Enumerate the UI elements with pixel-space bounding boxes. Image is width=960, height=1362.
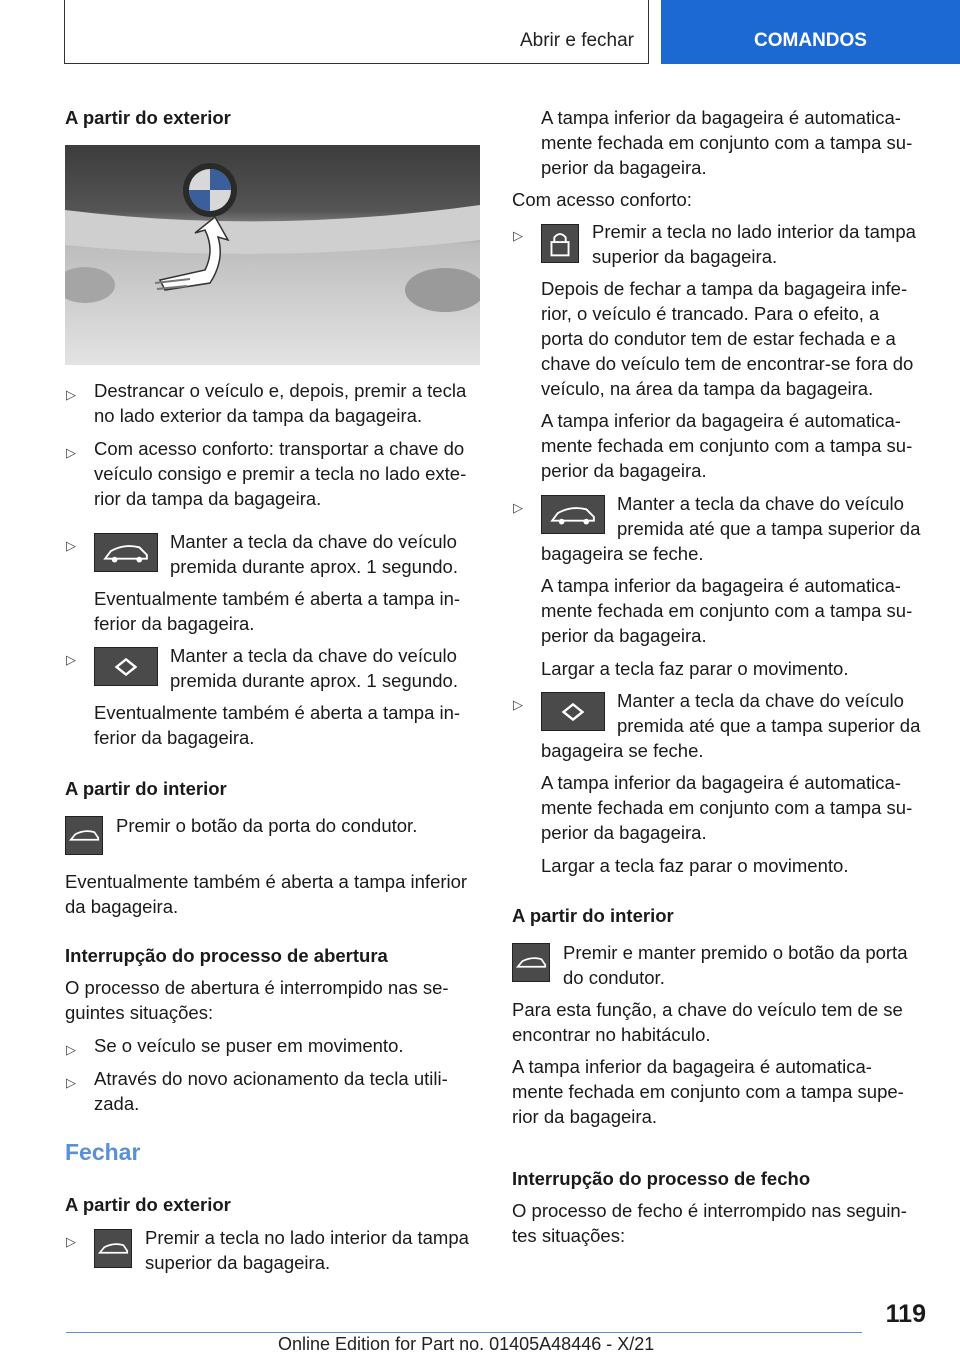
hold-close-line1: Manter a tecla da chave do veículo	[617, 493, 904, 514]
lock-note-line2: rior, o veículo é trancado. Para o efeito, a	[541, 303, 880, 324]
bullet-marker: ▷	[66, 1234, 76, 1249]
door-trunk-button-icon	[65, 816, 103, 855]
hold-close2-line2: premida até que a tampa superior da	[617, 715, 921, 736]
lock-icon	[541, 224, 579, 263]
close-press-line1: Premir a tecla no lado interior da tampa	[145, 1227, 469, 1248]
lock-note-line3: porta do condutor tem de estar fechada e a	[541, 328, 896, 349]
close-press-line2: superior da bagageira.	[145, 1252, 331, 1273]
interruption-line1: O processo de abertura é interrompido nas se-	[65, 977, 449, 998]
note2-line2: ferior da bagageira.	[94, 727, 255, 748]
lock-note-line1: Depois de fechar a tampa da bagageira infe-	[541, 278, 908, 299]
page-number: 119	[885, 1300, 926, 1328]
hold-close-line3: bagageira se feche.	[541, 543, 704, 564]
trunk-diamond-key-icon	[541, 692, 605, 731]
bullet-comfort-line3: rior da tampa da bagageira.	[94, 488, 322, 509]
auto-close2-line2: mente fechada em conjunto com a tampa su-	[541, 435, 913, 456]
auto-close5-line3: rior da bagageira.	[512, 1106, 658, 1127]
auto-close-line2: mente fechada em conjunto com a tampa su-	[541, 132, 913, 153]
lock-note-line5: veículo, na área da tampa da bagageira.	[541, 378, 874, 399]
bullet-marker: ▷	[66, 445, 76, 460]
auto-close5-line1: A tampa inferior da bagageira é automatica-	[512, 1056, 872, 1077]
bullet-marker: ▷	[66, 652, 76, 667]
header-section-title: Abrir e fechar	[519, 30, 634, 51]
release-stops-2: Largar a tecla faz parar o movimento.	[541, 855, 849, 876]
bullet-marker: ▷	[66, 1075, 76, 1090]
door-trunk-button-icon	[512, 943, 550, 982]
header-chapter-tab: COMANDOS	[661, 0, 960, 64]
bullet-hold-line1: Manter a tecla da chave do veículo	[170, 531, 457, 552]
interior-hold-line2: do condutor.	[563, 967, 665, 988]
situation-1: Se o veículo se puser em movimento.	[94, 1035, 404, 1056]
footer-edition: Online Edition for Part no. 01405A48446 - X/21	[278, 1334, 655, 1354]
heading-interruption-close: Interrupção do processo de fecho	[512, 1168, 811, 1189]
bullet-marker: ▷	[66, 538, 76, 553]
key-inside-line1: Para esta função, a chave do veículo tem de se	[512, 999, 903, 1020]
car-trunk-key-icon	[94, 533, 158, 572]
interruption-line2: guintes situações:	[65, 1002, 214, 1023]
bullet-hold-line2: premida durante aprox. 1 segundo.	[170, 556, 458, 577]
bullet-marker: ▷	[513, 697, 523, 712]
interior-text: Premir o botão da porta do condutor.	[116, 815, 418, 836]
bullet-unlock-line2: no lado exterior da tampa da bagageira.	[94, 405, 423, 426]
bullet-comfort-line1: Com acesso conforto: transportar a chave do	[94, 438, 465, 459]
lock-press-line1: Premir a tecla no lado interior da tampa	[592, 221, 916, 242]
section-title-close: Fechar	[65, 1139, 141, 1165]
interior-note-line1: Eventualmente também é aberta a tampa inferior	[65, 871, 468, 892]
heading-close-interior: A partir do interior	[512, 905, 674, 926]
hold-close-line2: premida até que a tampa superior da	[617, 518, 921, 539]
release-stops-1: Largar a tecla faz parar o movimento.	[541, 658, 849, 679]
heading-close-exterior: A partir do exterior	[65, 1194, 231, 1215]
auto-close-line1: A tampa inferior da bagageira é automatica-	[541, 107, 901, 128]
auto-close4-line3: perior da bagageira.	[541, 822, 707, 843]
heading-interior: A partir do interior	[65, 778, 227, 799]
interruption-close-line2: tes situações:	[512, 1225, 626, 1246]
interior-hold-line1: Premir e manter premido o botão da porta	[563, 942, 908, 963]
note-line1: Eventualmente também é aberta a tampa in-	[94, 588, 461, 609]
auto-close4-line2: mente fechada em conjunto com a tampa su-	[541, 797, 913, 818]
key-inside-line2: encontrar no habitáculo.	[512, 1024, 711, 1045]
bullet-unlock-line1: Destrancar o veículo e, depois, premir a tecla	[94, 380, 467, 401]
lock-note-line4: chave do veículo tem de encontrar-se fora do	[541, 353, 914, 374]
trunk-diamond-key-icon	[94, 647, 158, 686]
car-trunk-key-icon	[541, 495, 605, 534]
trunk-button-photo	[65, 145, 480, 365]
interruption-close-line1: O processo de fecho é interrompido nas seguin-	[512, 1200, 907, 1221]
auto-close-line3: perior da bagageira.	[541, 157, 707, 178]
situation-2-line2: zada.	[94, 1093, 140, 1114]
situation-2-line1: Através do novo acionamento da tecla utili-	[94, 1068, 448, 1089]
auto-close4-line1: A tampa inferior da bagageira é automatica-	[541, 772, 901, 793]
interior-note-line2: da bagageira.	[65, 896, 179, 917]
bullet-marker: ▷	[513, 228, 523, 243]
comfort-access-label: Com acesso conforto:	[512, 189, 692, 210]
footer-divider	[66, 1332, 862, 1333]
auto-close2-line3: perior da bagageira.	[541, 460, 707, 481]
hold-close2-line1: Manter a tecla da chave do veículo	[617, 690, 904, 711]
hold-close2-line3: bagageira se feche.	[541, 740, 704, 761]
lock-press-line2: superior da bagageira.	[592, 246, 778, 267]
note2-line1: Eventualmente também é aberta a tampa in-	[94, 702, 461, 723]
auto-close3-line1: A tampa inferior da bagageira é automatica-	[541, 575, 901, 596]
auto-close3-line3: perior da bagageira.	[541, 625, 707, 646]
bullet-hold2-line1: Manter a tecla da chave do veículo	[170, 645, 457, 666]
auto-close5-line2: mente fechada em conjunto com a tampa supe-	[512, 1081, 904, 1102]
door-trunk-button-icon	[94, 1229, 132, 1268]
bullet-hold2-line2: premida durante aprox. 1 segundo.	[170, 670, 458, 691]
auto-close2-line1: A tampa inferior da bagageira é automatica-	[541, 410, 901, 431]
bullet-marker: ▷	[66, 387, 76, 402]
note-line2: ferior da bagageira.	[94, 613, 255, 634]
heading-exterior: A partir do exterior	[65, 107, 231, 128]
bullet-marker: ▷	[66, 1042, 76, 1057]
heading-interruption-open: Interrupção do processo de abertura	[65, 945, 388, 966]
bullet-marker: ▷	[513, 500, 523, 515]
auto-close3-line2: mente fechada em conjunto com a tampa su-	[541, 600, 913, 621]
bullet-comfort-line2: veículo consigo e premir a tecla no lado exte-	[94, 463, 467, 484]
